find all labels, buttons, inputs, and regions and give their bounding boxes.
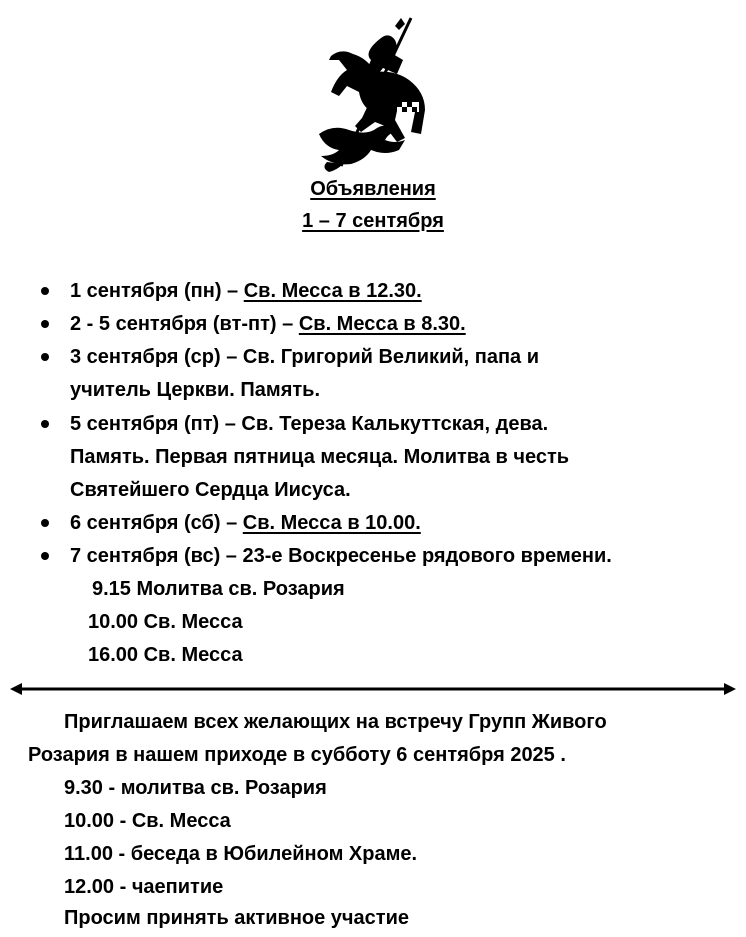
closing-note: Просим принять активное участие xyxy=(64,907,409,929)
date-range: 1 – 7 сентября xyxy=(302,210,444,232)
announcement-date: 1 сентября (пн) – xyxy=(70,280,244,302)
program-item: 12.00 - чаепитие xyxy=(64,876,224,898)
list-item: 7 сентября (вс) – 23-е Воскресенье рядового времени. xyxy=(70,545,612,567)
section-divider xyxy=(10,680,736,698)
program-item: 10.00 - Св. Месса xyxy=(64,810,231,832)
list-bullet xyxy=(41,353,49,361)
page-title: Объявления xyxy=(310,178,436,200)
schedule-item: 9.15 Молитва св. Розария xyxy=(92,578,345,600)
list-item: 3 сентября (ср) – Св. Григорий Великий, папа и xyxy=(70,346,540,368)
mass-time: Св. Месса в 12.30. xyxy=(243,280,422,302)
mass-time: Св. Месса в 10.00. xyxy=(242,512,421,534)
list-bullet xyxy=(41,519,49,527)
announcement-date: 2 - 5 сентября (вт-пт) – xyxy=(70,313,299,335)
saint-george-logo-icon xyxy=(311,16,435,174)
list-bullet xyxy=(41,552,49,560)
list-bullet xyxy=(41,420,49,428)
list-item-continuation: Память. Первая пятница месяца. Молитва в честь xyxy=(70,446,570,468)
list-item-continuation: учитель Церкви. Память. xyxy=(70,379,321,401)
list-bullet xyxy=(41,287,49,295)
program-item: 11.00 - беседа в Юбилейном Храме. xyxy=(64,843,418,865)
announcement-date: 6 сентября (сб) – xyxy=(70,512,243,534)
list-item: 5 сентября (пт) – Св. Тереза Калькуттская, дева. xyxy=(70,413,549,435)
schedule-item: 16.00 Св. Месса xyxy=(88,644,243,666)
list-item-continuation: Святейшего Сердца Иисуса. xyxy=(70,479,351,501)
invitation-text: Приглашаем всех желающих на встречу Групп Живого xyxy=(64,711,607,733)
list-bullet xyxy=(41,320,49,328)
mass-time: Св. Месса в 8.30. xyxy=(298,313,466,335)
schedule-item: 10.00 Св. Месса xyxy=(88,611,243,633)
invitation-text: Розария в нашем приходе в субботу 6 сентября 2025 . xyxy=(28,744,566,766)
program-item: 9.30 - молитва св. Розария xyxy=(64,777,327,799)
list-item xyxy=(70,312,466,336)
list-item xyxy=(70,511,421,535)
list-item xyxy=(70,279,422,303)
